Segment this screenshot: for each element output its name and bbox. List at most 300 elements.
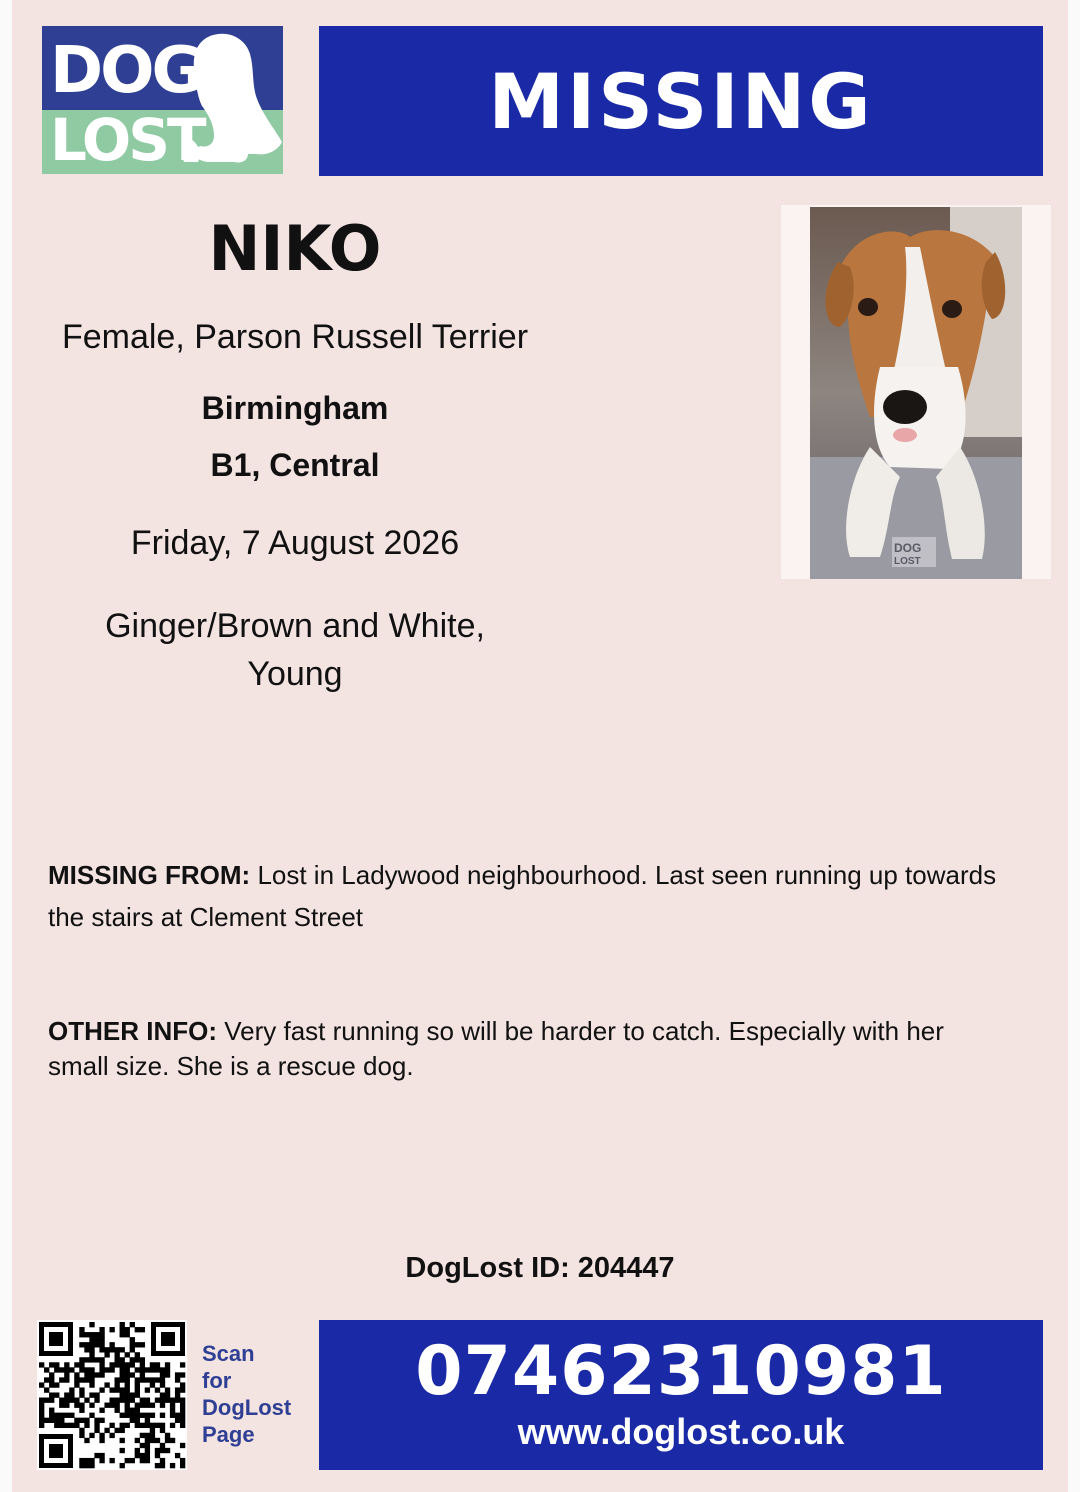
qr-module: [64, 1403, 69, 1408]
qr-module: [135, 1387, 140, 1392]
other-info-label: OTHER INFO:: [48, 1016, 217, 1046]
qr-module: [94, 1453, 99, 1458]
dog-age: Young: [247, 655, 343, 693]
qr-module: [89, 1347, 94, 1352]
qr-module: [104, 1367, 109, 1372]
qr-module: [130, 1322, 135, 1327]
qr-module: [44, 1418, 49, 1423]
qr-module: [115, 1357, 120, 1362]
qr-module: [109, 1367, 114, 1372]
qr-module: [94, 1428, 99, 1433]
qr-module: [175, 1392, 180, 1397]
logo-word-lost: LOST: [50, 106, 204, 174]
qr-module: [170, 1413, 175, 1418]
qr-module: [94, 1357, 99, 1362]
qr-module: [140, 1372, 145, 1377]
qr-module: [175, 1387, 180, 1392]
qr-module: [69, 1367, 74, 1372]
qr-module: [79, 1463, 84, 1468]
qr-module: [94, 1372, 99, 1377]
qr-module: [64, 1423, 69, 1428]
qr-module: [170, 1408, 175, 1413]
qr-module: [145, 1443, 150, 1448]
qr-module: [54, 1413, 59, 1418]
qr-module: [99, 1327, 104, 1332]
qr-module: [99, 1453, 104, 1458]
qr-module: [79, 1403, 84, 1408]
qr-module: [165, 1367, 170, 1372]
qr-module: [120, 1387, 125, 1392]
qr-module: [175, 1398, 180, 1403]
website-link[interactable]: www.doglost.co.uk: [517, 1411, 845, 1452]
qr-module: [140, 1327, 145, 1332]
qr-module: [79, 1408, 84, 1413]
qr-module: [180, 1387, 185, 1392]
qr-module: [39, 1423, 44, 1428]
qr-module: [180, 1398, 185, 1403]
qr-module: [140, 1413, 145, 1418]
qr-module: [59, 1423, 64, 1428]
qr-module: [64, 1367, 69, 1372]
missing-heading: MISSING: [488, 56, 874, 146]
qr-module: [140, 1403, 145, 1408]
qr-module: [180, 1458, 185, 1463]
qr-module: [79, 1332, 84, 1337]
qr-module: [165, 1372, 170, 1377]
qr-module: [150, 1423, 155, 1428]
qr-module: [109, 1403, 114, 1408]
qr-module: [140, 1423, 145, 1428]
qr-module: [109, 1398, 114, 1403]
dog-colour: Ginger/Brown and White,: [105, 607, 485, 645]
qr-module: [115, 1403, 120, 1408]
dog-sex-breed: Female, Parson Russell Terrier: [61, 318, 529, 356]
qr-module: [99, 1357, 104, 1362]
qr-module: [79, 1362, 84, 1367]
qr-module: [135, 1367, 140, 1372]
qr-module: [49, 1413, 54, 1418]
qr-module: [74, 1418, 79, 1423]
qr-module: [104, 1403, 109, 1408]
qr-module: [115, 1347, 120, 1352]
qr-module: [89, 1382, 94, 1387]
qr-module: [160, 1443, 165, 1448]
qr-module: [44, 1367, 49, 1372]
qr-module: [89, 1392, 94, 1397]
qr-module: [120, 1428, 125, 1433]
qr-module: [130, 1372, 135, 1377]
qr-module: [84, 1367, 89, 1372]
qr-module: [125, 1423, 130, 1428]
qr-module: [74, 1372, 79, 1377]
missing-banner: [319, 26, 1043, 176]
qr-module: [109, 1387, 114, 1392]
qr-module: [49, 1418, 54, 1423]
qr-module: [160, 1413, 165, 1418]
qr-module: [140, 1398, 145, 1403]
qr-module: [89, 1332, 94, 1337]
qr-module: [180, 1423, 185, 1428]
qr-module: [135, 1377, 140, 1382]
qr-module: [145, 1438, 150, 1443]
qr-module: [84, 1423, 89, 1428]
qr-module: [170, 1423, 175, 1428]
qr-module: [120, 1362, 125, 1367]
dog-photo-image: [810, 207, 1022, 579]
qr-module: [155, 1387, 160, 1392]
qr-module: [115, 1398, 120, 1403]
qr-module: [135, 1448, 140, 1453]
qr-module: [175, 1418, 180, 1423]
qr-module: [135, 1392, 140, 1397]
qr-module: [145, 1433, 150, 1438]
qr-module: [165, 1448, 170, 1453]
qr-module: [39, 1413, 44, 1418]
qr-module: [170, 1398, 175, 1403]
qr-module: [79, 1327, 84, 1332]
qr-module: [115, 1352, 120, 1357]
left-margin: [0, 0, 12, 1492]
qr-module: [79, 1418, 84, 1423]
qr-module: [155, 1448, 160, 1453]
qr-module: [160, 1392, 165, 1397]
qr-module: [125, 1387, 130, 1392]
qr-module: [44, 1387, 49, 1392]
qr-module: [145, 1418, 150, 1423]
qr-module: [115, 1428, 120, 1433]
qr-module: [94, 1398, 99, 1403]
qr-module: [125, 1458, 130, 1463]
qr-module: [120, 1423, 125, 1428]
qr-module: [94, 1337, 99, 1342]
qr-module: [99, 1347, 104, 1352]
qr-module: [89, 1367, 94, 1372]
qr-module: [49, 1377, 54, 1382]
qr-module: [99, 1408, 104, 1413]
qr-module: [155, 1398, 160, 1403]
qr-module: [79, 1342, 84, 1347]
qr-module: [54, 1418, 59, 1423]
qr-module: [175, 1413, 180, 1418]
qr-module: [140, 1367, 145, 1372]
qr-module: [120, 1372, 125, 1377]
qr-module: [115, 1377, 120, 1382]
qr-module: [59, 1367, 64, 1372]
qr-module: [79, 1377, 84, 1382]
qr-module: [125, 1398, 130, 1403]
qr-module: [99, 1342, 104, 1347]
qr-module: [84, 1463, 89, 1468]
qr-module: [94, 1418, 99, 1423]
qr-module: [135, 1357, 140, 1362]
qr-module: [64, 1398, 69, 1403]
other-info-text: Very fast running so will be harder to catch. Especially with her small size. She is a rescue dog.: [48, 1016, 944, 1081]
qr-module: [155, 1377, 160, 1382]
qr-module: [125, 1352, 130, 1357]
qr-module: [64, 1392, 69, 1397]
qr-module: [59, 1413, 64, 1418]
qr-module: [54, 1367, 59, 1372]
other-info-paragraph: [48, 1014, 1008, 1084]
qr-module: [165, 1362, 170, 1367]
qr-module: [120, 1413, 125, 1418]
qr-module: [99, 1458, 104, 1463]
qr-module: [84, 1418, 89, 1423]
qr-module: [89, 1352, 94, 1357]
scan-caption: [202, 1340, 291, 1448]
dog-area: B1, Central: [210, 447, 380, 483]
qr-module: [160, 1377, 165, 1382]
qr-module: [89, 1458, 94, 1463]
qr-module: [84, 1357, 89, 1362]
qr-module: [155, 1453, 160, 1458]
qr-module: [125, 1413, 130, 1418]
scan-line-1: Scan: [202, 1341, 255, 1366]
qr-module: [125, 1332, 130, 1337]
qr-module: [135, 1342, 140, 1347]
qr-module: [175, 1377, 180, 1382]
qr-module: [99, 1332, 104, 1337]
qr-module: [89, 1413, 94, 1418]
qr-module: [160, 1382, 165, 1387]
qr-module: [99, 1438, 104, 1443]
qr-module: [69, 1413, 74, 1418]
photo-watermark-lost: LOST: [894, 556, 921, 567]
qr-module: [165, 1398, 170, 1403]
qr-module: [54, 1392, 59, 1397]
qr-module: [109, 1362, 114, 1367]
qr-module: [89, 1433, 94, 1438]
qr-module: [125, 1403, 130, 1408]
qr-module: [125, 1382, 130, 1387]
qr-module: [104, 1347, 109, 1352]
qr-module: [120, 1347, 125, 1352]
qr-module: [130, 1408, 135, 1413]
qr-module: [59, 1418, 64, 1423]
qr-module: [49, 1392, 54, 1397]
qr-module: [84, 1372, 89, 1377]
qr-module: [170, 1438, 175, 1443]
qr-module: [130, 1418, 135, 1423]
qr-module: [54, 1362, 59, 1367]
missing-from-label: MISSING FROM:: [48, 860, 251, 890]
qr-module: [59, 1377, 64, 1382]
qr-module: [94, 1392, 99, 1397]
qr-module: [79, 1357, 84, 1362]
missing-from-paragraph: [48, 854, 1008, 938]
qr-module: [49, 1372, 54, 1377]
qr-module: [145, 1453, 150, 1458]
qr-module: [145, 1413, 150, 1418]
qr-module: [150, 1413, 155, 1418]
qr-module: [130, 1398, 135, 1403]
qr-module: [165, 1438, 170, 1443]
qr-module: [99, 1372, 104, 1377]
qr-module: [109, 1458, 114, 1463]
missing-from-text: Lost in Ladywood neighbourhood. Last seen running up towards the stairs at Clement Street: [48, 860, 997, 932]
qr-module: [135, 1423, 140, 1428]
qr-module: [165, 1433, 170, 1438]
qr-module: [160, 1428, 165, 1433]
qr-module: [125, 1362, 130, 1367]
qr-module: [160, 1367, 165, 1372]
right-margin: [1068, 0, 1080, 1492]
doglost-id: DogLost ID: 204447: [405, 1252, 675, 1284]
qr-module: [54, 1382, 59, 1387]
qr-module: [39, 1418, 44, 1423]
qr-module: [44, 1377, 49, 1382]
qr-module: [109, 1347, 114, 1352]
qr-module: [64, 1377, 69, 1382]
qr-module: [125, 1367, 130, 1372]
qr-module: [150, 1438, 155, 1443]
qr-module: [150, 1382, 155, 1387]
qr-module: [145, 1387, 150, 1392]
qr-module: [84, 1398, 89, 1403]
qr-module: [180, 1403, 185, 1408]
qr-module: [64, 1372, 69, 1377]
qr-module: [120, 1357, 125, 1362]
qr-module: [104, 1352, 109, 1357]
qr-module: [120, 1377, 125, 1382]
qr-module: [130, 1342, 135, 1347]
qr-module: [69, 1392, 74, 1397]
qr-module: [175, 1453, 180, 1458]
qr-module: [59, 1403, 64, 1408]
qr-module: [130, 1347, 135, 1352]
qr-module: [130, 1392, 135, 1397]
qr-module: [135, 1352, 140, 1357]
qr-module: [120, 1322, 125, 1327]
qr-module: [54, 1423, 59, 1428]
qr-module: [104, 1382, 109, 1387]
qr-module: [74, 1423, 79, 1428]
qr-module: [155, 1463, 160, 1468]
qr-module: [109, 1327, 114, 1332]
qr-module: [49, 1382, 54, 1387]
qr-module: [99, 1418, 104, 1423]
qr-module: [104, 1428, 109, 1433]
qr-module: [135, 1413, 140, 1418]
qr-module: [49, 1398, 54, 1403]
qr-module: [99, 1367, 104, 1372]
qr-module: [74, 1362, 79, 1367]
qr-module: [145, 1458, 150, 1463]
qr-module: [59, 1398, 64, 1403]
logo-word-dog: DOG: [50, 34, 202, 108]
qr-module: [145, 1377, 150, 1382]
qr-module: [160, 1458, 165, 1463]
contact-phone[interactable]: 07462310981: [415, 1332, 947, 1411]
qr-module: [39, 1382, 44, 1387]
qr-module: [145, 1403, 150, 1408]
qr-module: [89, 1377, 94, 1382]
qr-module: [120, 1392, 125, 1397]
qr-module: [160, 1423, 165, 1428]
qr-module: [84, 1347, 89, 1352]
qr-module: [94, 1423, 99, 1428]
dog-city: Birmingham: [201, 390, 389, 426]
qr-module: [125, 1408, 130, 1413]
qr-module: [79, 1428, 84, 1433]
qr-module: [84, 1377, 89, 1382]
doglost-logo: [42, 26, 283, 174]
qr-module: [69, 1423, 74, 1428]
qr-module: [49, 1408, 54, 1413]
qr-module: [94, 1342, 99, 1347]
qr-module: [125, 1327, 130, 1332]
qr-module: [135, 1418, 140, 1423]
qr-module: [165, 1392, 170, 1397]
qr-module: [74, 1403, 79, 1408]
qr-module: [84, 1332, 89, 1337]
qr-module: [109, 1423, 114, 1428]
qr-module: [155, 1362, 160, 1367]
qr-module: [140, 1362, 145, 1367]
qr-module: [109, 1342, 114, 1347]
qr-module: [150, 1362, 155, 1367]
qr-module: [135, 1408, 140, 1413]
qr-module: [99, 1433, 104, 1438]
qr-module: [115, 1387, 120, 1392]
qr-module: [84, 1458, 89, 1463]
dog-description: [20, 602, 570, 698]
contact-banner: [319, 1320, 1043, 1470]
qr-module: [130, 1458, 135, 1463]
qr-module: [155, 1367, 160, 1372]
qr-module: [175, 1372, 180, 1377]
qr-code[interactable]: [37, 1320, 187, 1470]
qr-module: [160, 1372, 165, 1377]
qr-module: [79, 1387, 84, 1392]
qr-module: [165, 1387, 170, 1392]
qr-module: [180, 1443, 185, 1448]
qr-module: [130, 1337, 135, 1342]
qr-module: [109, 1433, 114, 1438]
qr-module: [135, 1382, 140, 1387]
qr-module: [130, 1357, 135, 1362]
qr-module: [180, 1362, 185, 1367]
qr-module: [74, 1382, 79, 1387]
qr-module: [120, 1463, 125, 1468]
qr-module: [120, 1438, 125, 1443]
qr-module: [125, 1377, 130, 1382]
qr-module: [64, 1413, 69, 1418]
qr-module: [39, 1362, 44, 1367]
qr-module: [74, 1377, 79, 1382]
scan-line-2: for: [202, 1368, 232, 1393]
qr-module: [120, 1398, 125, 1403]
qr-module: [150, 1377, 155, 1382]
scan-line-4: Page: [202, 1422, 255, 1447]
scan-line-3: DogLost: [202, 1395, 292, 1420]
qr-module: [180, 1372, 185, 1377]
qr-module: [140, 1377, 145, 1382]
qr-module: [140, 1458, 145, 1463]
qr-module: [180, 1382, 185, 1387]
qr-module: [170, 1463, 175, 1468]
qr-module: [74, 1398, 79, 1403]
qr-module: [125, 1392, 130, 1397]
qr-module: [155, 1438, 160, 1443]
dog-name: NIKO: [208, 212, 382, 285]
qr-module: [89, 1463, 94, 1468]
qr-module: [180, 1418, 185, 1423]
qr-module: [39, 1398, 44, 1403]
qr-module: [145, 1367, 150, 1372]
dog-photo: [810, 207, 1022, 579]
qr-module: [44, 1398, 49, 1403]
